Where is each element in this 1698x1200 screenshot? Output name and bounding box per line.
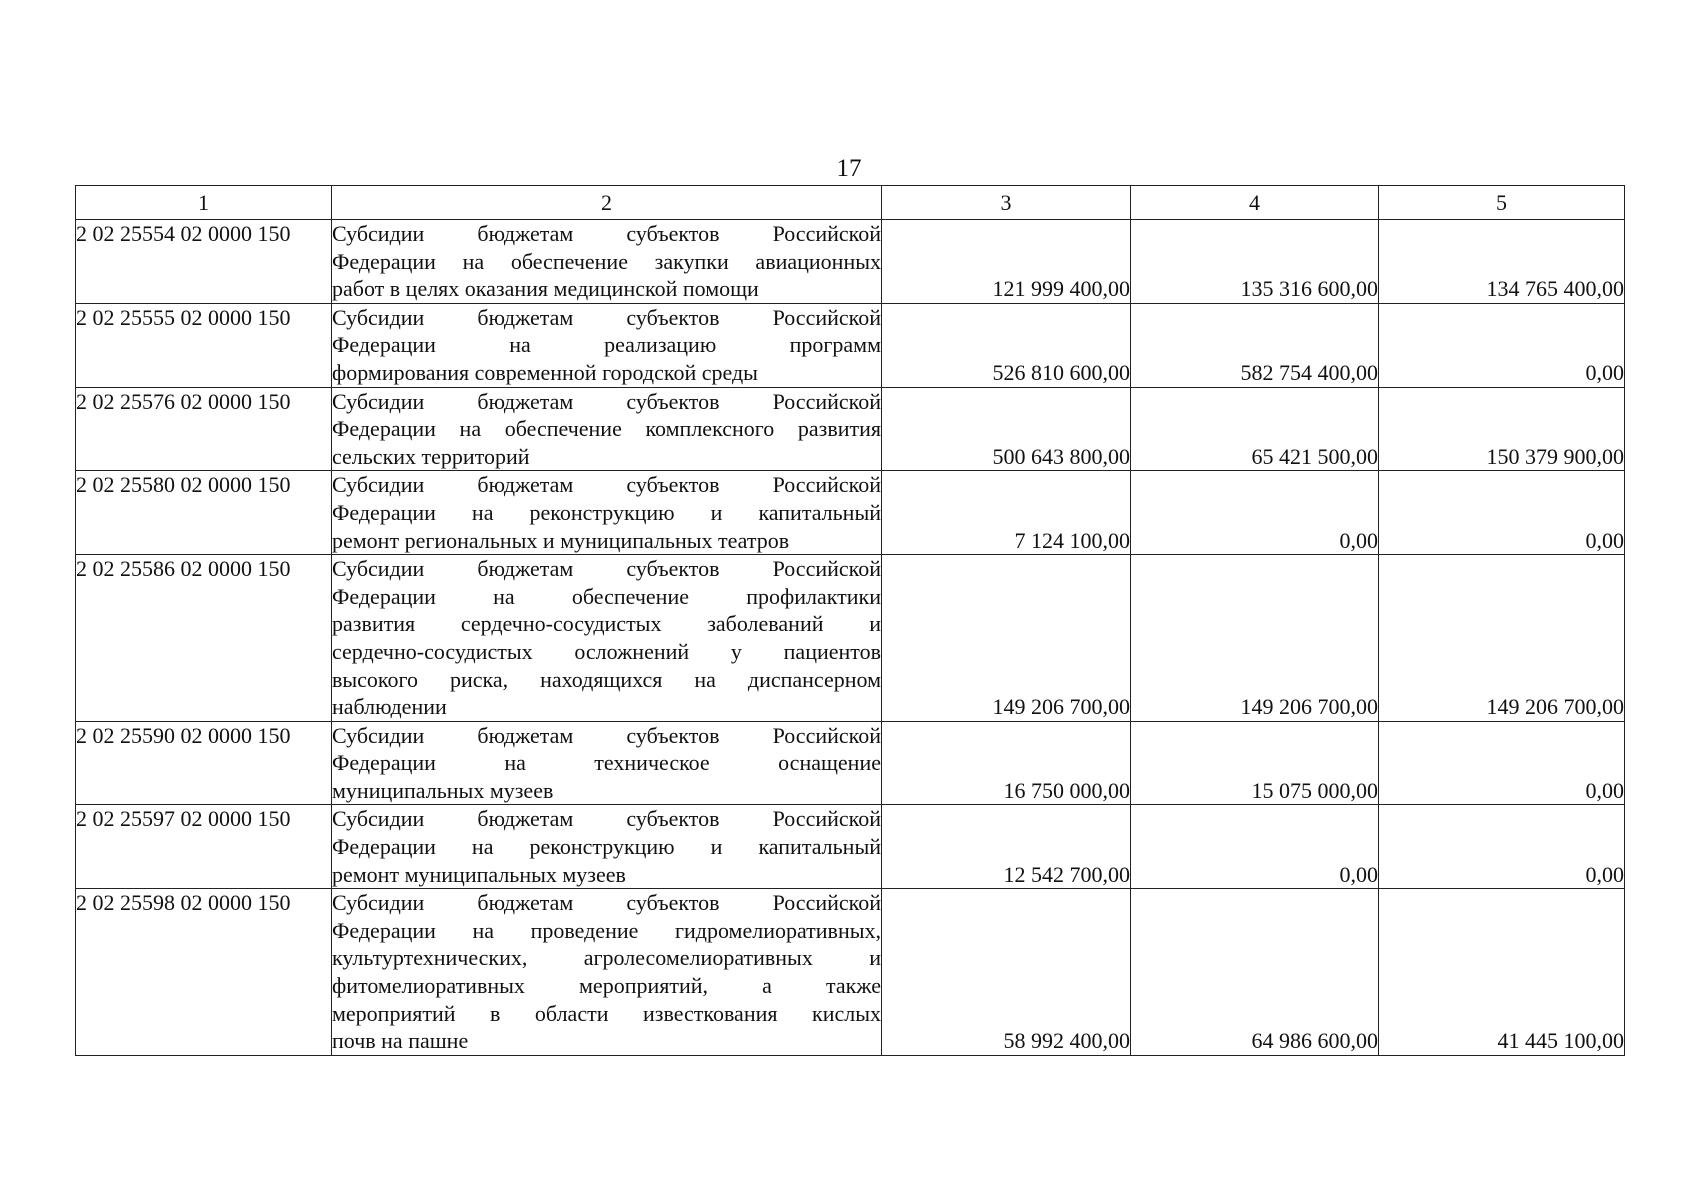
description-line: сердечно-сосудистых осложнений у пациентов [332,638,881,664]
amount-col-3: 526 810 600,00 [882,303,1131,387]
header-row [76,186,1625,220]
amount-col-5: 0,00 [1379,805,1625,889]
amount-col-3: 12 542 700,00 [882,805,1131,889]
description-line: Субсидии бюджетам субъектов Российской [332,556,881,582]
amount-col-3: 7 124 100,00 [882,471,1131,555]
table-row [76,303,1625,387]
description-line: почв на пашне [332,1028,469,1054]
amount-col-3: 500 643 800,00 [882,387,1131,471]
budget-table [75,185,1625,1056]
amount-col-4: 582 754 400,00 [1131,303,1379,387]
amount-col-4: 15 075 000,00 [1131,721,1379,805]
amount-col-5: 149 206 700,00 [1379,555,1625,722]
table-row [76,889,1625,1056]
description-line: Федерации на реализацию программ [332,332,881,358]
description-line: Федерации на обеспечение профилактики [332,583,881,609]
description-line: ремонт муниципальных музеев [332,861,626,887]
description [332,220,882,304]
budget-code: 2 02 25576 02 0000 150 [76,387,332,471]
amount-col-5: 0,00 [1379,303,1625,387]
budget-code: 2 02 25598 02 0000 150 [76,889,332,1056]
amount-col-4: 65 421 500,00 [1131,387,1379,471]
budget-code: 2 02 25555 02 0000 150 [76,303,332,387]
amount-col-4: 135 316 600,00 [1131,220,1379,304]
column-header-4: 4 [1131,186,1379,220]
amount-col-5: 0,00 [1379,721,1625,805]
description-line: формирования современной городской среды [332,359,758,385]
column-header-3: 3 [882,186,1131,220]
description-line: Федерации на обеспечение закупки авиационных [332,248,881,274]
amount-col-4: 0,00 [1131,471,1379,555]
description-line: Федерации на проведение гидромелиоративных, [332,917,881,943]
description-line: развития сердечно-сосудистых заболеваний и [332,611,881,637]
table-row [76,220,1625,304]
budget-code: 2 02 25554 02 0000 150 [76,220,332,304]
description-line: Субсидии бюджетам субъектов Российской [332,806,881,832]
description-line: фитомелиоративных мероприятий, а также [332,973,881,999]
amount-col-3: 16 750 000,00 [882,721,1131,805]
description-line: Федерации на реконструкцию и капитальный [332,834,881,860]
description-line: Субсидии бюджетам субъектов Российской [332,890,881,916]
description [332,889,882,1056]
description-line: Федерации на обеспечение комплексного развития [332,416,881,442]
table-row [76,721,1625,805]
description-line: высокого риска, находящихся на диспансерном [332,666,881,692]
description-line: работ в целях оказания медицинской помощи [332,276,759,302]
description-line: Федерации на техническое оснащение [332,750,881,776]
amount-col-5: 41 445 100,00 [1379,889,1625,1056]
description-line: наблюдении [332,694,447,720]
description-line: ремонт региональных и муниципальных театров [332,527,790,553]
column-header-1: 1 [76,186,332,220]
amount-col-4: 149 206 700,00 [1131,555,1379,722]
description [332,387,882,471]
description-line: Субсидии бюджетам субъектов Российской [332,221,881,246]
page-number: 17 [836,155,862,182]
description-line: Субсидии бюджетам субъектов Российской [332,722,881,748]
description [332,805,882,889]
description [332,555,882,722]
amount-col-3: 149 206 700,00 [882,555,1131,722]
budget-code: 2 02 25597 02 0000 150 [76,805,332,889]
description-line: Субсидии бюджетам субъектов Российской [332,388,881,414]
description-line: сельских территорий [332,443,530,469]
table-row [76,471,1625,555]
description-line: мероприятий в области известкования кислых [332,1000,881,1026]
amount-col-5: 150 379 900,00 [1379,387,1625,471]
description [332,721,882,805]
budget-code: 2 02 25580 02 0000 150 [76,471,332,555]
description [332,303,882,387]
amount-col-4: 0,00 [1131,805,1379,889]
budget-code: 2 02 25586 02 0000 150 [76,555,332,722]
description-line: муниципальных музеев [332,777,554,803]
column-header-2: 2 [332,186,882,220]
table-row [76,555,1625,722]
description [332,471,882,555]
description-line: Субсидии бюджетам субъектов Российской [332,472,881,498]
column-header-5: 5 [1379,186,1625,220]
description-line: культуртехнических, агролесомелиоративных и [332,945,881,971]
amount-col-3: 121 999 400,00 [882,220,1131,304]
amount-col-5: 0,00 [1379,471,1625,555]
table-row [76,387,1625,471]
amount-col-5: 134 765 400,00 [1379,220,1625,304]
description-line: Субсидии бюджетам субъектов Российской [332,304,881,330]
amount-col-4: 64 986 600,00 [1131,889,1379,1056]
amount-col-3: 58 992 400,00 [882,889,1131,1056]
table-row [76,805,1625,889]
description-line: Федерации на реконструкцию и капитальный [332,499,881,525]
budget-code: 2 02 25590 02 0000 150 [76,721,332,805]
